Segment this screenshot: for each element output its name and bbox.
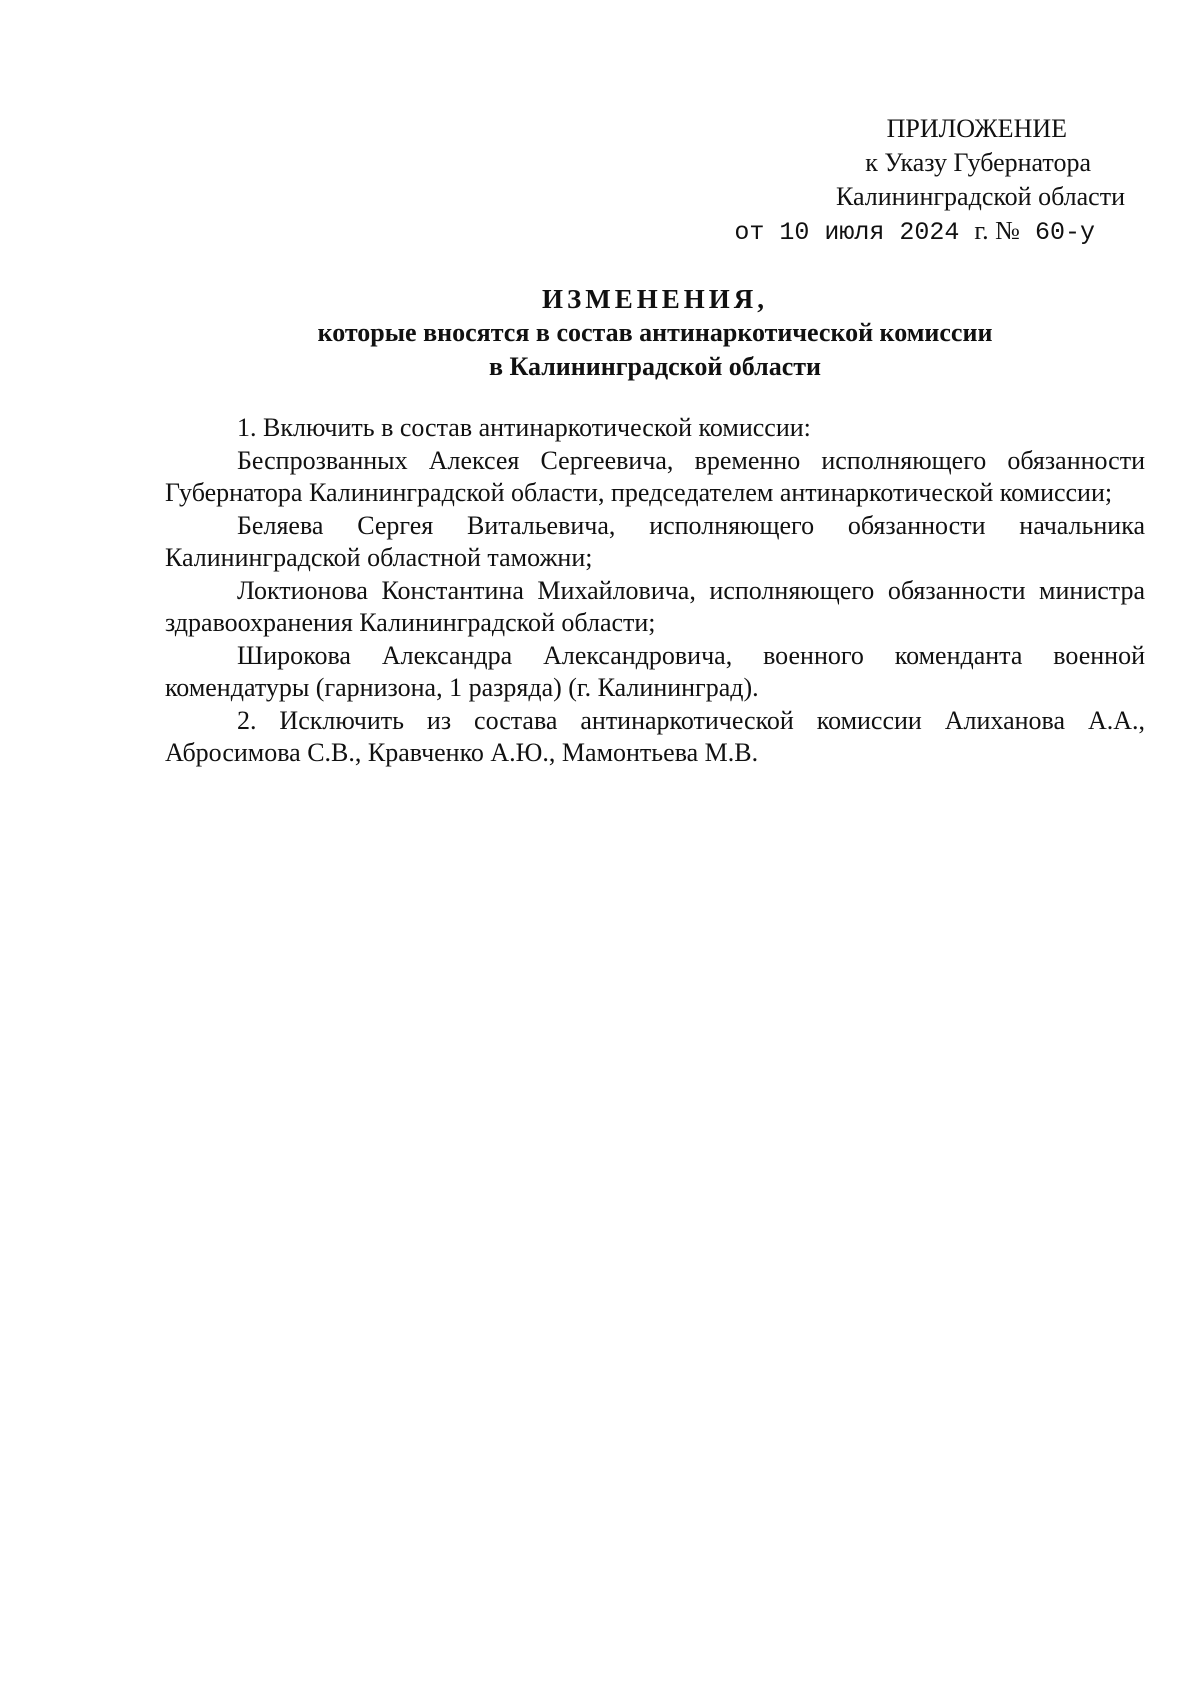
appendix-date-prefix: от [734,218,765,247]
appendix-date-line [665,214,1125,250]
title-line-2: в Калининградской области [488,352,822,381]
paragraph-member-1: Беспрозванных Алексея Сергеевича, временно исполняющего обязанности Губернатора Калининградской области, председателем антинаркотической комиссии; [165,445,1145,507]
title-heading: ИЗМЕНЕНИЯ, [541,284,768,314]
title-line-1: которые вносятся в состав антинаркотической комиссии [317,318,993,347]
appendix-number: 60-у [1034,218,1095,247]
paragraph-include-heading: 1. Включить в состав антинаркотической комиссии: [237,413,811,442]
appendix-number-label: г. № [974,216,1020,245]
paragraph-member-3: Локтионова Константина Михайловича, исполняющего обязанности министра здравоохранения Калининградской области; [165,575,1145,637]
paragraph-member-2: Беляева Сергея Витальевича, исполняющего обязанности начальника Калининградской областной таможни; [165,510,1145,572]
appendix-date: 10 июля 2024 [779,218,960,247]
paragraph-exclude: 2. Исключить из состава антинаркотической комиссии Алиханова А.А., Абросимова С.В., Кравченко А.Ю., Мамонтьева М.В. [165,705,1145,767]
appendix-label: ПРИЛОЖЕНИЕ [886,114,1067,143]
appendix-decree-ref: к Указу Губернатора [865,148,1091,177]
appendix-region: Калининградской области [835,182,1125,211]
appendix-header [665,112,1125,250]
document-body [165,412,1145,770]
paragraph-member-4: Широкова Александра Александровича, военного коменданта военной комендатуры (гарнизона, 1 разряда) (г. Калининград). [165,640,1145,702]
document-title [160,282,1150,384]
